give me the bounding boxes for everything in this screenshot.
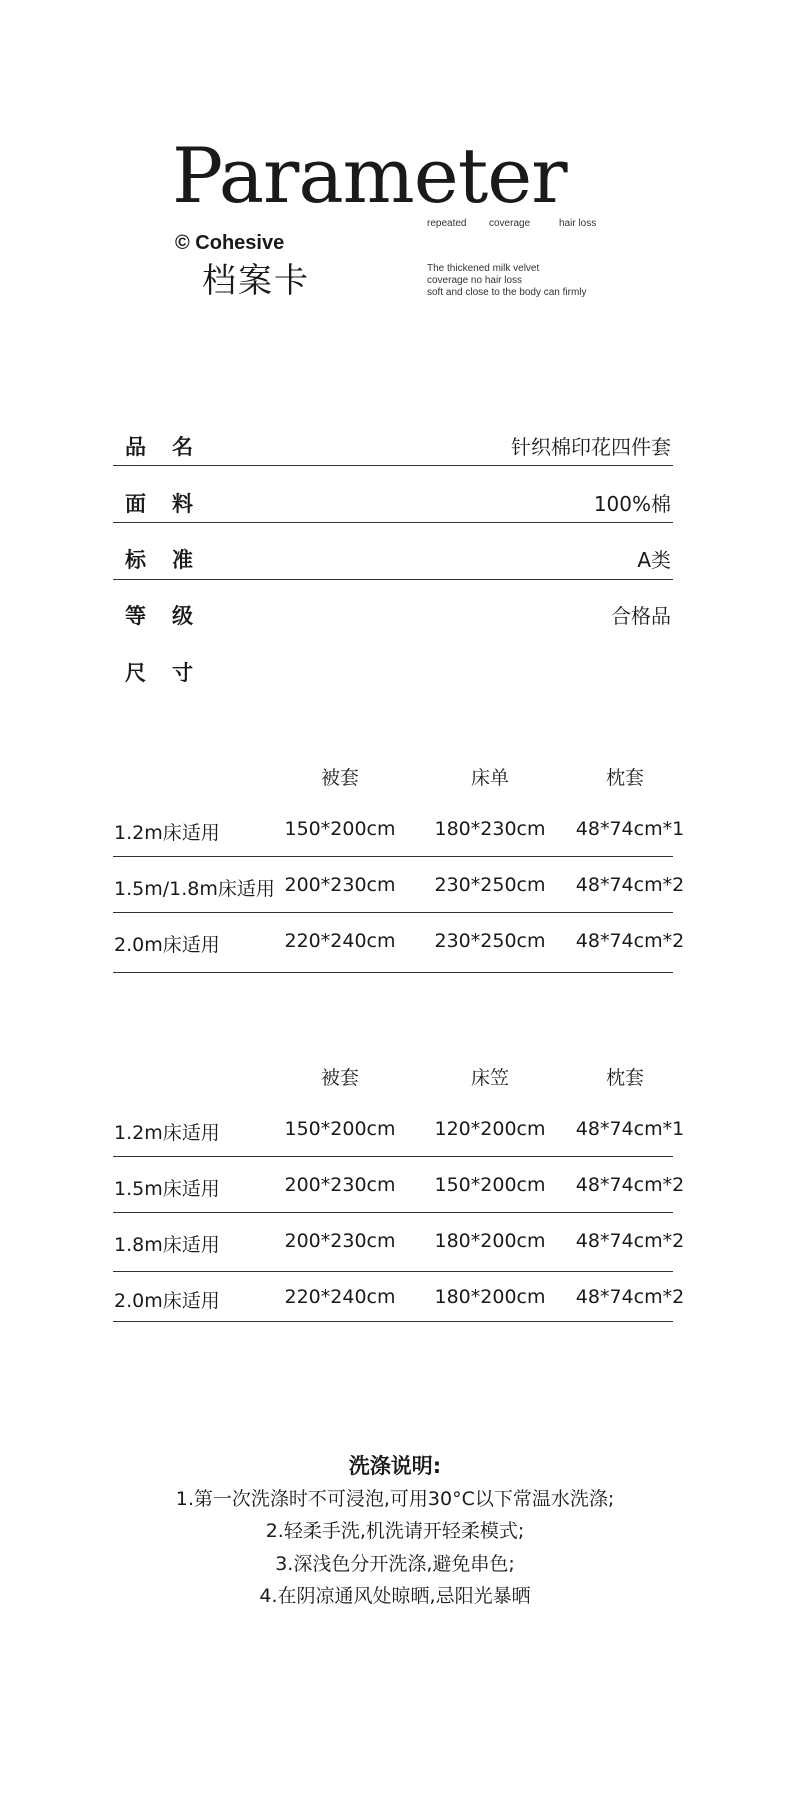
divider <box>113 1271 673 1272</box>
table-cell: 150*200cm <box>284 818 396 840</box>
param-label: 面料 <box>125 492 219 516</box>
divider <box>113 912 673 913</box>
row-label: 1.8m床适用 <box>114 1234 220 1256</box>
page-title: Parameter <box>172 131 567 220</box>
param-label: 标准 <box>125 548 219 572</box>
washing-line: 2.轻柔手洗,机洗请开轻柔模式; <box>265 1520 525 1542</box>
table-cell: 48*74cm*2 <box>575 1230 685 1252</box>
table-cell: 150*200cm <box>284 1118 396 1140</box>
table-cell: 230*250cm <box>434 930 546 952</box>
row-label: 1.5m/1.8m床适用 <box>114 878 275 900</box>
washing-line: 1.第一次洗涤时不可浸泡,可用30°C以下常温水洗涤; <box>175 1488 615 1510</box>
divider <box>113 579 673 580</box>
tag-repeated: repeated <box>427 218 467 229</box>
divider <box>113 465 673 466</box>
column-header: 枕套 <box>605 1067 644 1089</box>
param-label: 品名 <box>125 435 219 459</box>
table-cell: 200*230cm <box>284 1174 396 1196</box>
param-row-name <box>113 431 673 487</box>
table-cell: 200*230cm <box>284 874 396 896</box>
param-row-fabric <box>113 488 673 544</box>
param-row-grade <box>113 600 673 656</box>
param-row-size <box>113 657 673 713</box>
table-cell: 230*250cm <box>434 874 546 896</box>
divider <box>113 1156 673 1157</box>
row-label: 1.2m床适用 <box>114 1122 220 1144</box>
table-cell: 48*74cm*1 <box>575 818 685 840</box>
divider <box>113 1212 673 1213</box>
table-cell: 180*200cm <box>434 1230 546 1252</box>
column-header: 被套 <box>320 1067 359 1089</box>
table-cell: 48*74cm*2 <box>575 1286 685 1308</box>
table-cell: 180*200cm <box>434 1286 546 1308</box>
description-line: The thickened milk velvet <box>427 263 540 274</box>
description-line: soft and close to the body can firmly <box>427 287 587 298</box>
column-header: 枕套 <box>605 767 644 789</box>
tag-coverage: coverage <box>489 218 531 229</box>
param-label: 尺寸 <box>125 661 219 685</box>
table-cell: 48*74cm*2 <box>575 1174 685 1196</box>
param-label: 等级 <box>125 604 219 628</box>
divider <box>113 1321 673 1322</box>
divider <box>113 972 673 973</box>
param-row-standard <box>113 544 673 600</box>
table-cell: 48*74cm*2 <box>575 930 685 952</box>
param-value: 100%棉 <box>593 492 671 516</box>
param-value: A类 <box>637 548 671 572</box>
table-cell: 48*74cm*2 <box>575 874 685 896</box>
washing-title: 洗涤说明: <box>348 1454 442 1478</box>
table-cell: 180*230cm <box>434 818 546 840</box>
table-cell: 220*240cm <box>284 1286 396 1308</box>
row-label: 2.0m床适用 <box>114 934 220 956</box>
description-line: coverage no hair loss <box>427 275 523 286</box>
table-cell: 220*240cm <box>284 930 396 952</box>
divider <box>113 522 673 523</box>
param-value: 针织棉印花四件套 <box>511 435 671 459</box>
table-cell: 48*74cm*1 <box>575 1118 685 1140</box>
tag-hair-loss: hair loss <box>559 218 597 229</box>
column-header: 床笠 <box>470 1067 509 1089</box>
row-label: 1.2m床适用 <box>114 822 220 844</box>
divider <box>113 856 673 857</box>
brand-name: © Cohesive <box>175 232 285 254</box>
washing-line: 3.深浅色分开洗涤,避免串色; <box>275 1553 515 1575</box>
washing-line: 4.在阴凉通风处晾晒,忌阳光暴晒 <box>259 1585 531 1607</box>
column-header: 被套 <box>320 767 359 789</box>
row-label: 2.0m床适用 <box>114 1290 220 1312</box>
brand-subtitle: 档案卡 <box>202 261 310 301</box>
brand-description <box>427 263 587 299</box>
column-header: 床单 <box>470 767 509 789</box>
param-value: 合格品 <box>611 604 671 628</box>
table-cell: 200*230cm <box>284 1230 396 1252</box>
table-cell: 150*200cm <box>434 1174 546 1196</box>
row-label: 1.5m床适用 <box>114 1178 220 1200</box>
table-cell: 120*200cm <box>434 1118 546 1140</box>
